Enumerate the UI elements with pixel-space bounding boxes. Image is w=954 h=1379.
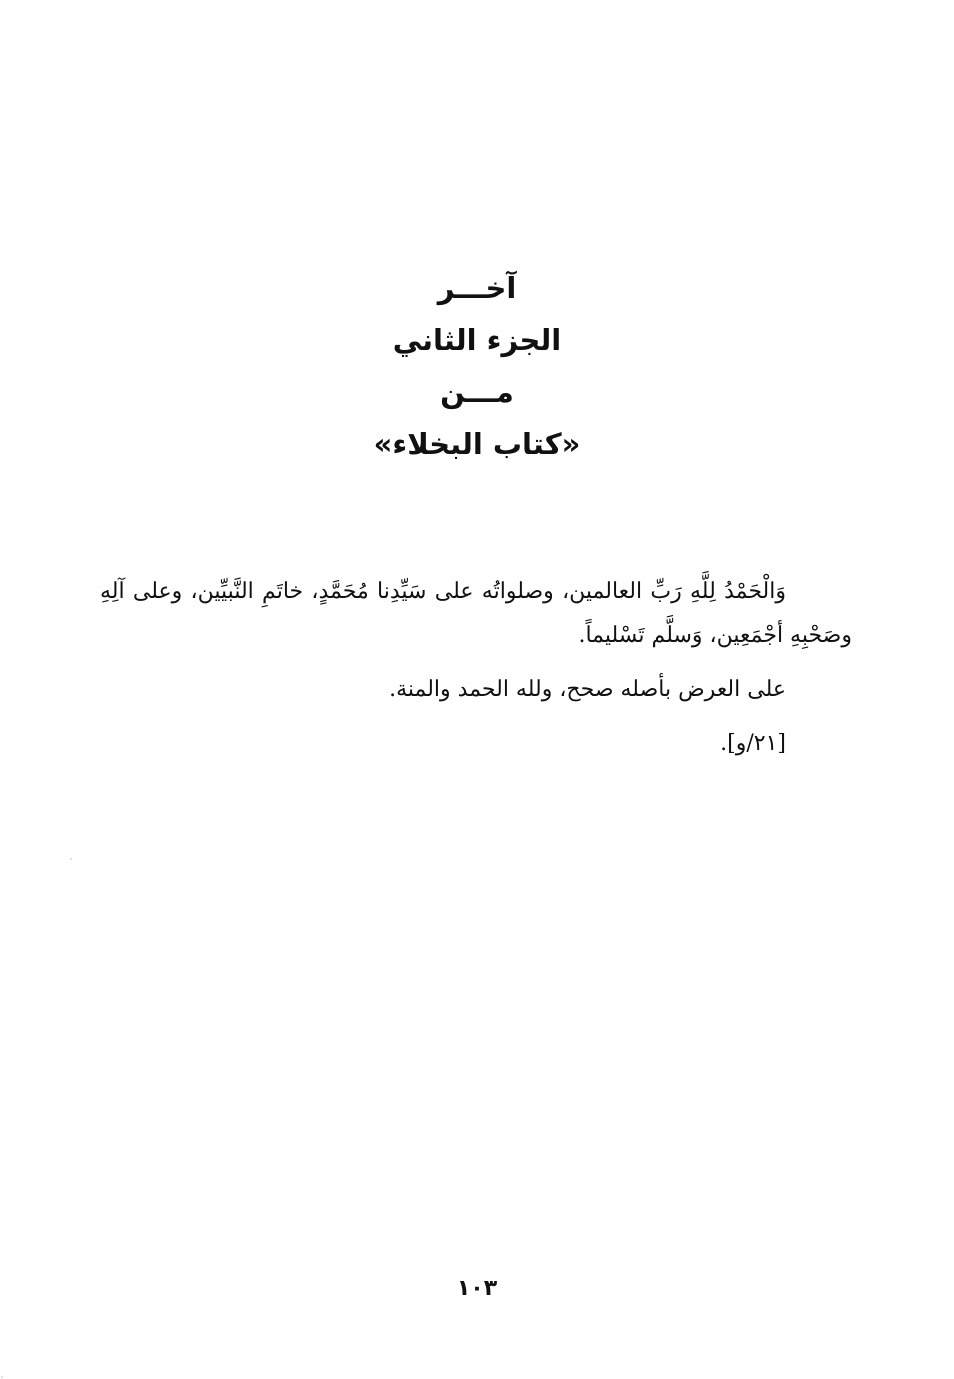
collation-note: على العرض بأصله صحح، ولله الحمد والمنة. xyxy=(389,677,786,702)
heading-line-part: الجزء الثاني xyxy=(392,323,562,357)
section-heading xyxy=(0,262,954,470)
closing-text xyxy=(100,570,852,766)
scan-speck xyxy=(1,1376,3,1378)
heading-line-book-title: «كتاب البخلاء» xyxy=(373,427,581,461)
doxology-text: وَالْحَمْدُ لِلَّهِ رَبِّ العالمين، وصلواتُه على سَيِّدِنا مُحَمَّدٍ، خاتَمِ النَّبيِّين، وعلى آلِهِ وصَحْبِهِ أجْمَعِين، وَسلَّم تَسْليماً. xyxy=(100,579,852,648)
heading-line-from: مـــن xyxy=(440,375,514,409)
scan-speck xyxy=(70,858,72,860)
doxology-paragraph xyxy=(100,570,852,658)
heading-line-end: آخـــر xyxy=(437,271,517,305)
page-number: ١٠٣ xyxy=(456,1276,498,1301)
folio-reference: [٢١/و]. xyxy=(720,731,786,756)
